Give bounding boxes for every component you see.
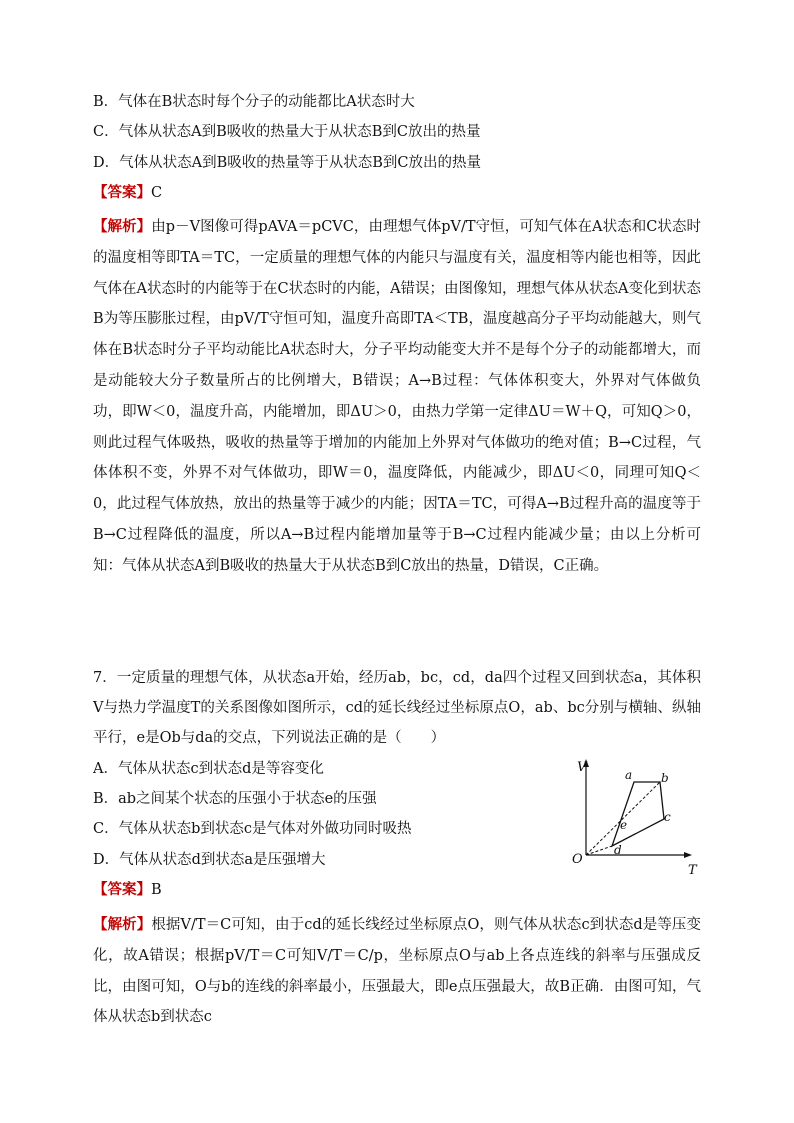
cycle-path	[612, 782, 664, 846]
q6-option-d: D．气体从状态A到B吸收的热量等于从状态B到C放出的热量	[93, 155, 482, 171]
q7-option-a: A．气体从状态c到状态d是等容变化	[93, 761, 324, 777]
q6-option-b: B．气体在B状态时每个分子的动能都比A状态时大	[93, 94, 415, 110]
t-axis-arrow	[684, 852, 692, 858]
q6-analysis	[93, 212, 701, 582]
q6-option-c: C．气体从状态A到B吸收的热量大于从状态B到C放出的热量	[93, 124, 481, 140]
q7-option-c: C．气体从状态b到状态c是气体对外做功同时吸热	[93, 821, 412, 837]
vt-diagram	[562, 755, 708, 879]
q7-option-b: B．ab之间某个状态的压强小于状态e的压强	[93, 791, 377, 807]
axis-label-v: V	[577, 760, 587, 775]
answer-value: C	[151, 185, 163, 201]
point-label-b: b	[661, 771, 669, 785]
answer-tag: 【答案】	[93, 184, 151, 201]
axis-label-t: T	[688, 863, 697, 878]
point-label-e: e	[620, 818, 628, 832]
point-label-a: a	[625, 768, 633, 782]
point-label-c: c	[664, 810, 671, 824]
analysis-tag: 【解析】	[93, 218, 152, 235]
q7-answer	[93, 879, 162, 901]
q7-option-d: D．气体从状态d到状态a是压强增大	[93, 852, 326, 868]
q7-stem: 7．一定质量的理想气体，从状态a开始，经历ab，bc，cd，da四个过程又回到状态a，其体积V与热力学温度T的关系图像如图所示，cd的延长线经过坐标原点O，ab、bc分别与横轴、纵轴平行，e是Ob与da的交点，下列说法正确的是（ ）	[93, 670, 701, 746]
origin-label: O	[572, 852, 583, 867]
analysis-text: 根据V/T＝C可知，由于cd的延长线经过坐标原点O，则气体从状态c到状态d是等压变化，故A错误；根据pV/T＝C可知V/T＝C/p，坐标原点O与ab上各点连线的斜率与压强成反比，由图可知，O与b的连线的斜率最小，压强最大，即e点压强最大，故B正确．由图可知，气体从状态b到状态c	[93, 917, 701, 1026]
point-label-d: d	[614, 843, 622, 857]
q7-analysis	[93, 910, 701, 1033]
analysis-tag: 【解析】	[93, 916, 152, 933]
answer-value: B	[151, 882, 162, 898]
analysis-text: 由p－V图像可得pAVA＝pCVC，由理想气体pV/T守恒，可知气体在A状态和C状态时的温度相等即TA＝TC，一定质量的理想气体的内能只与温度有关，温度相等内能也相等，因此气体在A状态时的内能等于在C状态时的内能，A错误；由图像知，理想气体从状态A变化到状态B为等压膨胀过程，由pV/T守恒可知，温度升高即TA＜TB，温度越高分子平均动能越大，则气体在B状态时分子平均动能比A状态时大，分子平均动能变大并不是每个分子的动能都增大，而是动能较大分子数量所占的比例增大，B错误；A→B过程：气体体积变大，外界对气体做负功，即W＜0，温度升高，内能增加，即ΔU＞0，由热力学第一定律ΔU＝W＋Q，可知Q＞0，则此过程气体吸热，吸收的热量等于增加的内能加上外界对气体做功的绝对值；B→C过程，气体体积不变，外界不对气体做功，即W＝0，温度降低，内能减少，即ΔU＜0，同理可知Q＜0，此过程气体放热，放出的热量等于减少的内能；因TA＝TC，可得A→B过程升高的温度等于B→C过程降低的温度，所以A→B过程内能增加量等于B→C过程内能减少量；由以上分析可知：气体从状态A到B吸收的热量大于从状态B到C放出的热量，D错误，C正确。	[93, 219, 702, 574]
q6-answer	[93, 182, 162, 204]
answer-tag: 【答案】	[93, 881, 151, 898]
